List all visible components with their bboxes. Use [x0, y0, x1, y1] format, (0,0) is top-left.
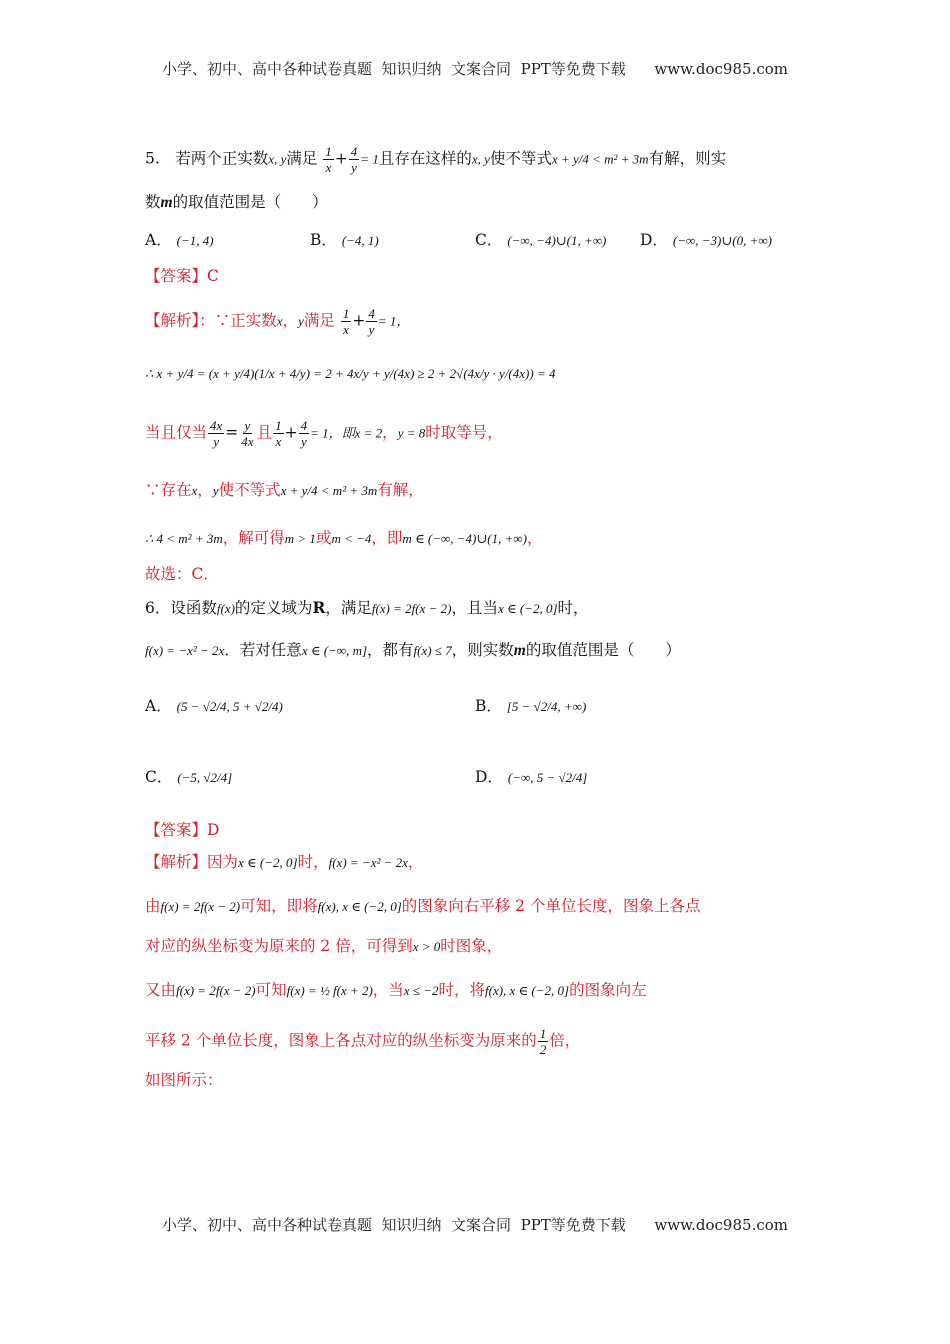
math-R: R [312, 598, 326, 617]
q5-option-a[interactable] [145, 228, 214, 250]
analysis-text: 的图象向左 [569, 981, 647, 999]
q5-stem-text: 且存在这样的 [378, 149, 472, 168]
frac-y-4x: $\frac{y}{4x}$ [241, 418, 254, 449]
q5-stem-text: 有解，则实 [648, 149, 727, 168]
q5-analysis-line3: 当且仅当 $\frac{4x}{y}$ = $\frac{y}{4x}$ 且 $\frac{1}{x}$ + $\frac{4}{y}$ = 1，即x = 2，y = 8时取等号， [145, 418, 503, 449]
math-x-range: x ∈ (−∞, m] [301, 643, 368, 658]
option-value: (−∞, 5 − √2/4] [507, 770, 588, 785]
q5-frac-4y: $\frac{4}{y}$ [350, 144, 358, 175]
q6-stem-text: ，满足 [325, 599, 372, 617]
analysis-text: 可知 [255, 981, 287, 999]
q6-analysis-line6: 如图所示： [145, 1071, 223, 1089]
q5-stem-text: 使不等式 [489, 149, 552, 168]
option-label: A． [145, 697, 172, 715]
analysis-text: = 1，即 [310, 425, 355, 441]
q5-stem-text: 的取值范围是（ ） [172, 193, 328, 211]
q5-option-c[interactable] [475, 228, 606, 250]
q6-analysis-line1 [145, 850, 423, 875]
math-x: x [276, 313, 283, 329]
analysis-text: ， [382, 423, 398, 442]
math-domain: x ∈ (−2, 0] [497, 601, 558, 616]
answer-value: C [207, 267, 219, 285]
q5-analysis-derivation: ∴ x + y/4 = (x + y/4)(1/x + 4/y) = 2 + 4x/y + y/(4x) ≥ 2 + 2√(4x/y · y/(4x)) = 4 [145, 366, 556, 381]
q6-var-m: m [513, 642, 526, 659]
q6-stem-text: ，都有 [367, 641, 414, 659]
analysis-text: 倍， [549, 1031, 581, 1050]
math-fx-domain: f(x), x ∈ (−2, 0] [317, 899, 402, 914]
analysis-text: 又由 [145, 981, 177, 999]
analysis-text: 有解， [377, 481, 424, 499]
analysis-text: 的图象向右平移 2 个单位长度，图象上各点 [401, 897, 701, 915]
q6-option-b[interactable] [475, 694, 586, 716]
q5-frac-1x: $\frac{1}{x}$ [325, 144, 332, 175]
page-header: 小学、初中、高中各种试卷真题 知识归纳 文案合同 PPT等免费下载 www.doc985.com [161, 60, 788, 78]
q5-analysis-line5 [145, 526, 543, 551]
q5-analysis-line4 [145, 478, 424, 503]
math-m-lt: m < −4 [331, 531, 372, 546]
q6-analysis-line2 [145, 894, 700, 919]
math-y-eq: y = 8 [397, 425, 426, 441]
math-x-gt0: x > 0 [412, 939, 441, 954]
option-value: (−∞, −3)∪(0, +∞) [672, 233, 772, 248]
q6-analysis-line3 [145, 934, 502, 959]
math-x-le-neg2: x ≤ −2 [403, 983, 439, 998]
math-functional-eq: f(x) = 2f(x − 2) [160, 899, 241, 914]
q6-answer [145, 818, 219, 842]
q6-analysis-line4 [145, 978, 647, 1003]
q6-option-a[interactable] [145, 694, 283, 716]
option-label: A． [145, 231, 172, 249]
option-label: C． [475, 231, 503, 249]
math-fx-le7: f(x) ≤ 7 [413, 643, 452, 658]
analysis-text: 时，将 [438, 981, 485, 999]
q6-stem-line2 [145, 638, 681, 663]
option-value: (−∞, −4)∪(1, +∞) [507, 233, 607, 248]
q6-stem-text: 6．设函数 [145, 599, 217, 617]
q5-stem-text: 5. 若两个正实数 [145, 149, 269, 168]
analysis-text: 时图象， [440, 937, 503, 955]
math-fx-def: f(x) = −x² − 2x [328, 855, 408, 870]
answer-label: 【答案】 [145, 267, 208, 285]
q5-stem-text: 数 [145, 193, 161, 211]
math-functional-eq: f(x) = 2f(x − 2) [176, 983, 256, 998]
q5-answer [145, 264, 219, 288]
q5-inequality: x + y/4 < m² + 3m [551, 151, 649, 167]
analysis-text: ， [526, 529, 543, 547]
option-value: (5 − √2/4, 5 + √2/4) [176, 699, 283, 714]
analysis-text: 因为 [207, 853, 239, 871]
page-footer: 小学、初中、高中各种试卷真题 知识归纳 文案合同 PPT等免费下载 www.doc985.com [161, 1216, 788, 1234]
analysis-label: 【解析】 [145, 853, 208, 871]
analysis-text: 满足 [303, 311, 335, 330]
q6-option-d[interactable] [475, 765, 587, 787]
option-label: B． [310, 231, 337, 249]
q5-var-m: m [160, 194, 173, 211]
q5-stem-text: 满足 [286, 149, 318, 168]
q6-stem-text: 时， [557, 599, 589, 617]
q6-stem-text: ．若对任意 [224, 641, 302, 659]
analysis-text: ，即 [371, 529, 403, 547]
option-value: (−1, 4) [176, 233, 214, 248]
analysis-text: 可知，即将 [240, 897, 318, 915]
q5-frac-1x: $\frac{1}{x}$ [342, 306, 350, 337]
math-y: y [212, 483, 219, 498]
analysis-label: 【解析】： [145, 311, 215, 330]
option-value: (−4, 1) [341, 233, 379, 248]
analysis-text: ， [197, 481, 213, 499]
q5-stem-line2 [145, 190, 328, 215]
option-value: [5 − √2/4, +∞) [506, 699, 587, 714]
frac-4y: $\frac{4}{y}$ [300, 418, 308, 449]
math-half-eq: f(x) = ½ f(x + 2) [286, 983, 373, 998]
analysis-text: 时， [297, 853, 329, 871]
q6-stem-text: ，且当 [451, 599, 498, 617]
math-y: y [298, 313, 304, 329]
option-label: C． [145, 768, 173, 786]
analysis-text: 时取等号， [425, 423, 503, 442]
math-m-gt: m > 1 [284, 531, 316, 546]
q5-stem-line1: 5. 若两个正实数x, y满足 $\frac{1}{x}$ + $\frac{4}{y}$ = 1且存在这样的x, y使不等式x + y/4 < m² + 3m有解，则实 [145, 144, 727, 175]
frac-4x-y: $\frac{4x}{y}$ [210, 418, 223, 449]
math-fx-domain: f(x), x ∈ (−2, 0] [485, 983, 570, 998]
answer-value: D [207, 821, 220, 839]
q6-analysis-line5 [145, 1026, 580, 1057]
frac-1x: $\frac{1}{x}$ [275, 418, 282, 449]
option-label: D． [475, 768, 503, 786]
analysis-text: ∵存在 [145, 481, 192, 499]
q6-stem-line1 [145, 596, 589, 621]
math-x: x [191, 483, 198, 498]
option-value: (−5, √2/4] [177, 770, 233, 785]
analysis-text: 平移 2 个单位长度，图象上各点对应的纵坐标变为原来的 [145, 1031, 537, 1050]
frac-numerator: 1 [539, 1026, 547, 1041]
q6-stem-text: 的定义域为 [234, 599, 313, 617]
frac-one-half [538, 1026, 549, 1057]
option-label: D． [640, 231, 668, 249]
analysis-text: = 1， [377, 313, 410, 329]
math-x-eq: x = 2 [354, 425, 383, 441]
q5-analysis-line1: 【解析】：∵正实数x，y满足 $\frac{1}{x}$ + $\frac{4}{y}$ = 1， [145, 306, 410, 337]
q6-stem-text: 的取值范围是（ ） [525, 641, 681, 659]
analysis-text: ∵正实数 [214, 311, 277, 330]
math-functional-eq: f(x) = 2f(x − 2) [371, 601, 452, 616]
analysis-text: 对应的纵坐标变为原来的 2 倍，可得到 [145, 937, 413, 955]
math-m-range: m ∈ (−∞, −4)∪(1, +∞) [402, 531, 527, 546]
analysis-text: 由 [145, 897, 161, 915]
math-domain: x ∈ (−2, 0] [238, 855, 298, 870]
option-label: B． [475, 697, 502, 715]
q5-option-d[interactable] [640, 228, 772, 250]
q5-option-b[interactable] [310, 228, 379, 250]
frac-denominator: 2 [539, 1042, 547, 1057]
math-ineq: ∴ 4 < m² + 3m [145, 531, 223, 546]
analysis-text: 且 [256, 423, 273, 442]
analysis-text: ，当 [372, 981, 404, 999]
math-fx-def: f(x) = −x² − 2x [145, 643, 225, 658]
q5-vars-2: x, y [471, 151, 490, 167]
analysis-text: ， [407, 853, 424, 871]
analysis-text: ，解可得 [222, 529, 285, 547]
q5-analysis-conclusion: 故选：C． [145, 565, 219, 583]
analysis-text: 使不等式 [218, 481, 281, 499]
q6-stem-text: ，则实数 [451, 641, 514, 659]
q6-option-c[interactable] [145, 765, 232, 787]
math-ineq: x + y/4 < m² + 3m [280, 483, 378, 498]
q5-cond: = 1 [360, 151, 379, 167]
analysis-text: ， [282, 311, 299, 330]
math-fx: f(x) [216, 601, 235, 616]
analysis-text: 或 [315, 529, 332, 547]
q5-frac-4y: $\frac{4}{y}$ [368, 306, 375, 337]
answer-label: 【答案】 [145, 821, 208, 839]
q5-vars: x, y [268, 151, 287, 167]
analysis-text: 当且仅当 [145, 423, 208, 442]
